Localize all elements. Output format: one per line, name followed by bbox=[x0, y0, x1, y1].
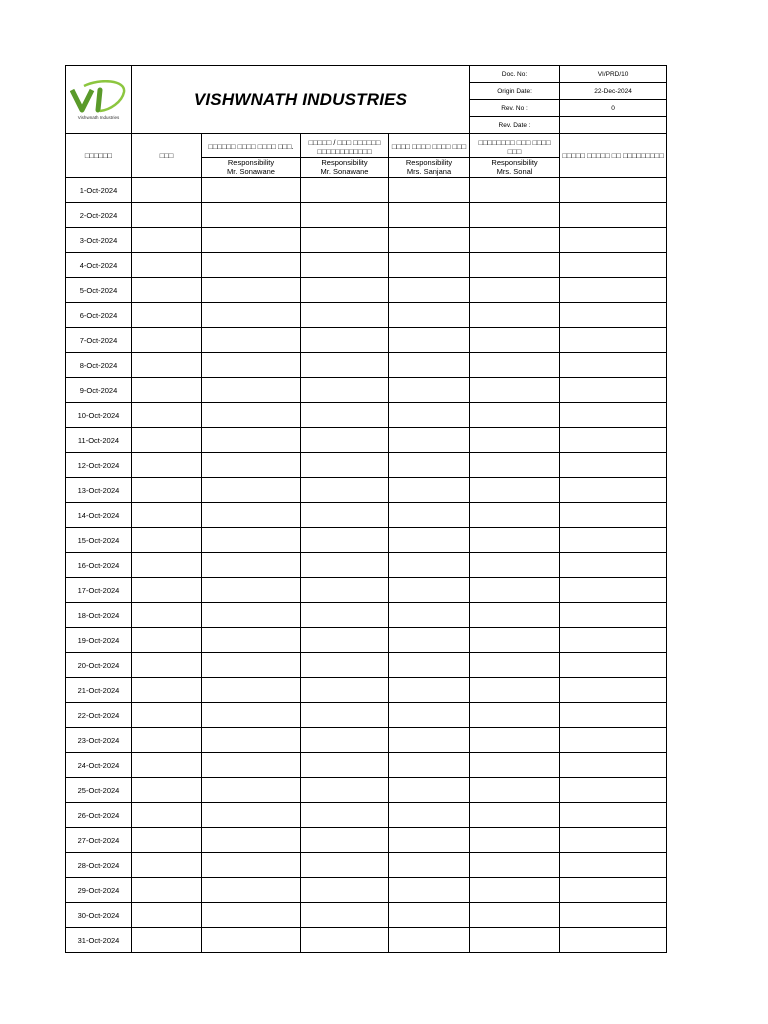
entry-cell[interactable] bbox=[470, 428, 560, 453]
entry-cell[interactable] bbox=[470, 828, 560, 853]
entry-cell[interactable] bbox=[389, 253, 470, 278]
entry-cell[interactable] bbox=[560, 703, 667, 728]
date-cell: 12-Oct-2024 bbox=[66, 453, 132, 478]
entry-cell[interactable] bbox=[301, 603, 389, 628]
date-cell: 2-Oct-2024 bbox=[66, 203, 132, 228]
date-cell: 27-Oct-2024 bbox=[66, 828, 132, 853]
date-cell: 4-Oct-2024 bbox=[66, 253, 132, 278]
entry-cell[interactable] bbox=[470, 853, 560, 878]
table-row bbox=[66, 803, 667, 828]
entry-cell[interactable] bbox=[389, 803, 470, 828]
responsibility-label: Responsibility bbox=[491, 158, 538, 167]
entry-cell[interactable] bbox=[202, 453, 301, 478]
origin-date-label: Origin Date: bbox=[470, 83, 560, 100]
entry-cell[interactable] bbox=[301, 778, 389, 803]
entry-cell[interactable] bbox=[470, 203, 560, 228]
origin-date-value: 22-Dec-2024 bbox=[560, 83, 667, 100]
table-row bbox=[66, 753, 667, 778]
entry-cell[interactable] bbox=[560, 203, 667, 228]
entry-cell[interactable] bbox=[202, 203, 301, 228]
entry-cell[interactable] bbox=[202, 378, 301, 403]
rev-no-value: 0 bbox=[560, 100, 667, 117]
responsibility-person: Mr. Sonawane bbox=[320, 166, 369, 176]
date-cell: 5-Oct-2024 bbox=[66, 278, 132, 303]
entry-cell[interactable] bbox=[132, 378, 202, 403]
entry-cell[interactable] bbox=[470, 578, 560, 603]
entry-cell[interactable] bbox=[202, 678, 301, 703]
table-row bbox=[66, 303, 667, 328]
entry-cell[interactable] bbox=[560, 453, 667, 478]
entry-cell[interactable] bbox=[560, 478, 667, 503]
logo-caption: Vishwnath Industries bbox=[77, 114, 120, 120]
entry-cell[interactable] bbox=[132, 803, 202, 828]
entry-cell[interactable] bbox=[132, 703, 202, 728]
responsibility-col4 bbox=[301, 158, 389, 178]
entry-cell[interactable] bbox=[202, 503, 301, 528]
company-logo bbox=[66, 66, 131, 133]
entry-cell[interactable] bbox=[301, 353, 389, 378]
date-cell: 16-Oct-2024 bbox=[66, 553, 132, 578]
table-row bbox=[66, 578, 667, 603]
entry-cell[interactable] bbox=[389, 603, 470, 628]
entry-cell[interactable] bbox=[202, 778, 301, 803]
table-row bbox=[66, 653, 667, 678]
date-cell: 28-Oct-2024 bbox=[66, 853, 132, 878]
date-cell: 7-Oct-2024 bbox=[66, 328, 132, 353]
table-row bbox=[66, 253, 667, 278]
entry-cell[interactable] bbox=[470, 403, 560, 428]
table-row bbox=[66, 928, 667, 953]
entry-cell[interactable] bbox=[470, 253, 560, 278]
entry-cell[interactable] bbox=[202, 753, 301, 778]
entry-cell[interactable] bbox=[202, 478, 301, 503]
entry-cell[interactable] bbox=[132, 678, 202, 703]
table-row bbox=[66, 403, 667, 428]
entry-cell[interactable] bbox=[301, 178, 389, 203]
entry-cell[interactable] bbox=[301, 653, 389, 678]
table-row bbox=[66, 178, 667, 203]
entry-cell[interactable] bbox=[389, 303, 470, 328]
rev-date-label: Rev. Date : bbox=[470, 117, 560, 134]
entry-cell[interactable] bbox=[389, 428, 470, 453]
entry-cell[interactable] bbox=[301, 928, 389, 953]
entry-cell[interactable] bbox=[301, 228, 389, 253]
entry-cell[interactable] bbox=[132, 878, 202, 903]
entry-cell[interactable] bbox=[389, 328, 470, 353]
responsibility-person: Mr. Sonawane bbox=[227, 166, 275, 176]
entry-cell[interactable] bbox=[470, 903, 560, 928]
date-cell: 11-Oct-2024 bbox=[66, 428, 132, 453]
entry-cell[interactable] bbox=[301, 828, 389, 853]
entry-cell[interactable] bbox=[202, 428, 301, 453]
entry-cell[interactable] bbox=[470, 878, 560, 903]
entry-cell[interactable] bbox=[301, 578, 389, 603]
table-row bbox=[66, 478, 667, 503]
entry-cell[interactable] bbox=[560, 603, 667, 628]
doc-no-label: Doc. No: bbox=[470, 66, 560, 83]
entry-cell[interactable] bbox=[301, 453, 389, 478]
entry-cell[interactable] bbox=[202, 728, 301, 753]
entry-cell[interactable] bbox=[470, 328, 560, 353]
entry-cell[interactable] bbox=[132, 353, 202, 378]
table-row bbox=[66, 603, 667, 628]
entry-cell[interactable] bbox=[202, 878, 301, 903]
responsibility-col5 bbox=[389, 158, 470, 178]
responsibility-label: Responsibility bbox=[321, 158, 368, 167]
entry-cell[interactable] bbox=[470, 303, 560, 328]
date-cell: 6-Oct-2024 bbox=[66, 303, 132, 328]
date-cell: 20-Oct-2024 bbox=[66, 653, 132, 678]
entry-cell[interactable] bbox=[389, 853, 470, 878]
entry-cell[interactable] bbox=[389, 903, 470, 928]
entry-cell[interactable] bbox=[301, 703, 389, 728]
date-cell: 8-Oct-2024 bbox=[66, 353, 132, 378]
entry-cell[interactable] bbox=[202, 803, 301, 828]
checklist-table bbox=[65, 65, 667, 953]
entry-cell[interactable] bbox=[470, 528, 560, 553]
entry-cell[interactable] bbox=[132, 603, 202, 628]
entry-cell[interactable] bbox=[560, 628, 667, 653]
column-header-col4: □□□□□ / □□□ □□□□□□ □□□□□□□□□□□□ bbox=[301, 134, 389, 158]
table-row bbox=[66, 328, 667, 353]
responsibility-col6 bbox=[470, 158, 560, 178]
entry-cell[interactable] bbox=[132, 578, 202, 603]
entry-cell[interactable] bbox=[202, 178, 301, 203]
entry-cell[interactable] bbox=[389, 353, 470, 378]
table-row bbox=[66, 853, 667, 878]
entry-cell[interactable] bbox=[389, 703, 470, 728]
entry-cell[interactable] bbox=[470, 753, 560, 778]
entry-cell[interactable] bbox=[132, 753, 202, 778]
entry-cell[interactable] bbox=[389, 653, 470, 678]
table-row bbox=[66, 503, 667, 528]
entry-cell[interactable] bbox=[301, 803, 389, 828]
entry-cell[interactable] bbox=[389, 728, 470, 753]
date-cell: 23-Oct-2024 bbox=[66, 728, 132, 753]
entry-cell[interactable] bbox=[202, 528, 301, 553]
entry-cell[interactable] bbox=[389, 478, 470, 503]
entry-cell[interactable] bbox=[202, 853, 301, 878]
date-cell: 1-Oct-2024 bbox=[66, 178, 132, 203]
entry-cell[interactable] bbox=[301, 203, 389, 228]
table-row bbox=[66, 453, 667, 478]
date-cell: 29-Oct-2024 bbox=[66, 878, 132, 903]
entry-cell[interactable] bbox=[560, 353, 667, 378]
entry-cell[interactable] bbox=[132, 528, 202, 553]
responsibility-col3 bbox=[202, 158, 301, 178]
column-header-date: □□□□□□ bbox=[66, 134, 132, 178]
entry-cell[interactable] bbox=[389, 203, 470, 228]
entry-cell[interactable] bbox=[560, 928, 667, 953]
entry-cell[interactable] bbox=[301, 503, 389, 528]
column-header-col3: □□□□□□ □□□□ □□□□ □□□. bbox=[202, 134, 301, 158]
entry-cell[interactable] bbox=[560, 328, 667, 353]
entry-cell[interactable] bbox=[132, 628, 202, 653]
entry-cell[interactable] bbox=[132, 253, 202, 278]
entry-cell[interactable] bbox=[301, 553, 389, 578]
entry-cell[interactable] bbox=[389, 628, 470, 653]
entry-cell[interactable] bbox=[389, 378, 470, 403]
entry-cell[interactable] bbox=[132, 928, 202, 953]
entry-cell[interactable] bbox=[470, 653, 560, 678]
entry-cell[interactable] bbox=[301, 678, 389, 703]
table-row bbox=[66, 628, 667, 653]
entry-cell[interactable] bbox=[470, 728, 560, 753]
entry-cell[interactable] bbox=[470, 803, 560, 828]
entry-cell[interactable] bbox=[202, 603, 301, 628]
company-title: VISHWNATH INDUSTRIES bbox=[132, 66, 470, 134]
entry-cell[interactable] bbox=[301, 903, 389, 928]
entry-cell[interactable] bbox=[301, 278, 389, 303]
date-cell: 13-Oct-2024 bbox=[66, 478, 132, 503]
entry-cell[interactable] bbox=[470, 628, 560, 653]
cleaning-checklist-sheet bbox=[65, 65, 666, 953]
entry-cell[interactable] bbox=[301, 328, 389, 353]
entry-cell[interactable] bbox=[132, 778, 202, 803]
entry-cell[interactable] bbox=[389, 403, 470, 428]
entry-cell[interactable] bbox=[560, 553, 667, 578]
table-row bbox=[66, 203, 667, 228]
entry-cell[interactable] bbox=[389, 178, 470, 203]
entry-cell[interactable] bbox=[202, 828, 301, 853]
table-row bbox=[66, 553, 667, 578]
entry-cell[interactable] bbox=[560, 853, 667, 878]
entry-cell[interactable] bbox=[560, 778, 667, 803]
entry-cell[interactable] bbox=[389, 578, 470, 603]
table-row bbox=[66, 228, 667, 253]
date-cell: 18-Oct-2024 bbox=[66, 603, 132, 628]
entry-cell[interactable] bbox=[301, 878, 389, 903]
responsibility-label: Responsibility bbox=[227, 158, 275, 167]
entry-cell[interactable] bbox=[470, 378, 560, 403]
entry-cell[interactable] bbox=[389, 228, 470, 253]
table-row bbox=[66, 278, 667, 303]
entry-cell[interactable] bbox=[301, 528, 389, 553]
header-block bbox=[66, 66, 667, 178]
entry-cell[interactable] bbox=[202, 228, 301, 253]
entry-cell[interactable] bbox=[560, 578, 667, 603]
entry-cell[interactable] bbox=[389, 528, 470, 553]
date-cell: 9-Oct-2024 bbox=[66, 378, 132, 403]
responsibility-person: Mrs. Sanjana bbox=[406, 166, 452, 176]
entry-cell[interactable] bbox=[560, 303, 667, 328]
entry-cell[interactable] bbox=[389, 878, 470, 903]
entry-cell[interactable] bbox=[132, 828, 202, 853]
entry-cell[interactable] bbox=[389, 453, 470, 478]
table-row bbox=[66, 778, 667, 803]
entry-cell[interactable] bbox=[389, 753, 470, 778]
entry-cell[interactable] bbox=[470, 478, 560, 503]
entry-cell[interactable] bbox=[132, 303, 202, 328]
entry-cell[interactable] bbox=[560, 828, 667, 853]
entry-cell[interactable] bbox=[202, 578, 301, 603]
company-logo-cell bbox=[66, 66, 132, 134]
table-row bbox=[66, 428, 667, 453]
date-cell: 21-Oct-2024 bbox=[66, 678, 132, 703]
date-cell: 17-Oct-2024 bbox=[66, 578, 132, 603]
responsibility-person: Mrs. Sonal bbox=[496, 166, 533, 176]
entry-cell[interactable] bbox=[560, 278, 667, 303]
entry-cell[interactable] bbox=[202, 903, 301, 928]
entry-cell[interactable] bbox=[470, 278, 560, 303]
entry-cell[interactable] bbox=[202, 703, 301, 728]
entry-cell[interactable] bbox=[470, 178, 560, 203]
entry-cell[interactable] bbox=[132, 453, 202, 478]
entry-cell[interactable] bbox=[389, 928, 470, 953]
entry-cell[interactable] bbox=[132, 203, 202, 228]
entry-cell[interactable] bbox=[132, 428, 202, 453]
entry-cell[interactable] bbox=[389, 678, 470, 703]
entry-cell[interactable] bbox=[132, 503, 202, 528]
entry-cell[interactable] bbox=[560, 653, 667, 678]
entry-cell[interactable] bbox=[301, 303, 389, 328]
entry-cell[interactable] bbox=[132, 903, 202, 928]
table-row bbox=[66, 703, 667, 728]
entry-cell[interactable] bbox=[560, 753, 667, 778]
entry-cell[interactable] bbox=[470, 553, 560, 578]
entry-cell[interactable] bbox=[301, 753, 389, 778]
table-row bbox=[66, 828, 667, 853]
entry-cell[interactable] bbox=[202, 553, 301, 578]
entry-cell[interactable] bbox=[470, 228, 560, 253]
entry-cell[interactable] bbox=[560, 403, 667, 428]
date-cell: 24-Oct-2024 bbox=[66, 753, 132, 778]
entry-cell[interactable] bbox=[470, 928, 560, 953]
entry-cell[interactable] bbox=[560, 678, 667, 703]
entry-cell[interactable] bbox=[132, 228, 202, 253]
date-cell: 25-Oct-2024 bbox=[66, 778, 132, 803]
date-cell: 31-Oct-2024 bbox=[66, 928, 132, 953]
responsibility-label: Responsibility bbox=[405, 158, 453, 167]
entry-cell[interactable] bbox=[202, 278, 301, 303]
column-header-col7: □□□□□ □□□□□ □□ □□□□□□□□□ bbox=[560, 134, 667, 178]
vi-logo-icon bbox=[70, 80, 128, 114]
entry-cell[interactable] bbox=[132, 728, 202, 753]
entry-cell[interactable] bbox=[301, 428, 389, 453]
table-row bbox=[66, 353, 667, 378]
date-cell: 19-Oct-2024 bbox=[66, 628, 132, 653]
table-row bbox=[66, 528, 667, 553]
date-cell: 14-Oct-2024 bbox=[66, 503, 132, 528]
entry-cell[interactable] bbox=[202, 303, 301, 328]
entry-cell[interactable] bbox=[389, 828, 470, 853]
entry-cell[interactable] bbox=[132, 553, 202, 578]
entry-cell[interactable] bbox=[202, 353, 301, 378]
entry-cell[interactable] bbox=[132, 278, 202, 303]
table-row bbox=[66, 728, 667, 753]
entry-cell[interactable] bbox=[132, 403, 202, 428]
entry-cell[interactable] bbox=[132, 178, 202, 203]
entry-cell[interactable] bbox=[560, 728, 667, 753]
entry-cell[interactable] bbox=[470, 453, 560, 478]
date-cell: 15-Oct-2024 bbox=[66, 528, 132, 553]
date-cell: 26-Oct-2024 bbox=[66, 803, 132, 828]
column-header-col6: □□□□□□□□ □□□ □□□□ □□□ bbox=[470, 134, 560, 158]
date-cell: 30-Oct-2024 bbox=[66, 903, 132, 928]
entry-cell[interactable] bbox=[301, 253, 389, 278]
entry-cell[interactable] bbox=[202, 403, 301, 428]
entry-cell[interactable] bbox=[560, 503, 667, 528]
entry-cell[interactable] bbox=[560, 253, 667, 278]
entry-cell[interactable] bbox=[301, 628, 389, 653]
entry-cell[interactable] bbox=[202, 928, 301, 953]
entry-cell[interactable] bbox=[560, 178, 667, 203]
table-row bbox=[66, 903, 667, 928]
entry-cell[interactable] bbox=[132, 853, 202, 878]
entry-cell[interactable] bbox=[301, 378, 389, 403]
rev-no-label: Rev. No : bbox=[470, 100, 560, 117]
entry-cell[interactable] bbox=[301, 853, 389, 878]
column-header-col5: □□□□ □□□□ □□□□ □□□ bbox=[389, 134, 470, 158]
entry-cell[interactable] bbox=[202, 328, 301, 353]
entry-cell[interactable] bbox=[202, 628, 301, 653]
entry-cell[interactable] bbox=[470, 503, 560, 528]
column-header-time: □□□ bbox=[132, 134, 202, 178]
entry-cell[interactable] bbox=[560, 428, 667, 453]
entry-cell[interactable] bbox=[301, 728, 389, 753]
entry-cell[interactable] bbox=[560, 878, 667, 903]
table-row bbox=[66, 878, 667, 903]
entry-cell[interactable] bbox=[560, 528, 667, 553]
entry-cell[interactable] bbox=[132, 478, 202, 503]
doc-no-value: VI/PRD/10 bbox=[560, 66, 667, 83]
entry-cell[interactable] bbox=[560, 903, 667, 928]
entry-cell[interactable] bbox=[389, 503, 470, 528]
date-rows bbox=[66, 178, 667, 953]
entry-cell[interactable] bbox=[389, 553, 470, 578]
entry-cell[interactable] bbox=[470, 778, 560, 803]
entry-cell[interactable] bbox=[560, 803, 667, 828]
entry-cell[interactable] bbox=[301, 403, 389, 428]
date-cell: 22-Oct-2024 bbox=[66, 703, 132, 728]
table-row bbox=[66, 378, 667, 403]
entry-cell[interactable] bbox=[132, 653, 202, 678]
entry-cell[interactable] bbox=[389, 278, 470, 303]
entry-cell[interactable] bbox=[470, 703, 560, 728]
rev-date-value bbox=[560, 117, 667, 134]
entry-cell[interactable] bbox=[301, 478, 389, 503]
entry-cell[interactable] bbox=[470, 353, 560, 378]
date-cell: 3-Oct-2024 bbox=[66, 228, 132, 253]
entry-cell[interactable] bbox=[202, 653, 301, 678]
entry-cell[interactable] bbox=[560, 228, 667, 253]
entry-cell[interactable] bbox=[132, 328, 202, 353]
date-cell: 10-Oct-2024 bbox=[66, 403, 132, 428]
entry-cell[interactable] bbox=[202, 253, 301, 278]
entry-cell[interactable] bbox=[470, 603, 560, 628]
entry-cell[interactable] bbox=[470, 678, 560, 703]
table-row bbox=[66, 678, 667, 703]
entry-cell[interactable] bbox=[560, 378, 667, 403]
entry-cell[interactable] bbox=[389, 778, 470, 803]
